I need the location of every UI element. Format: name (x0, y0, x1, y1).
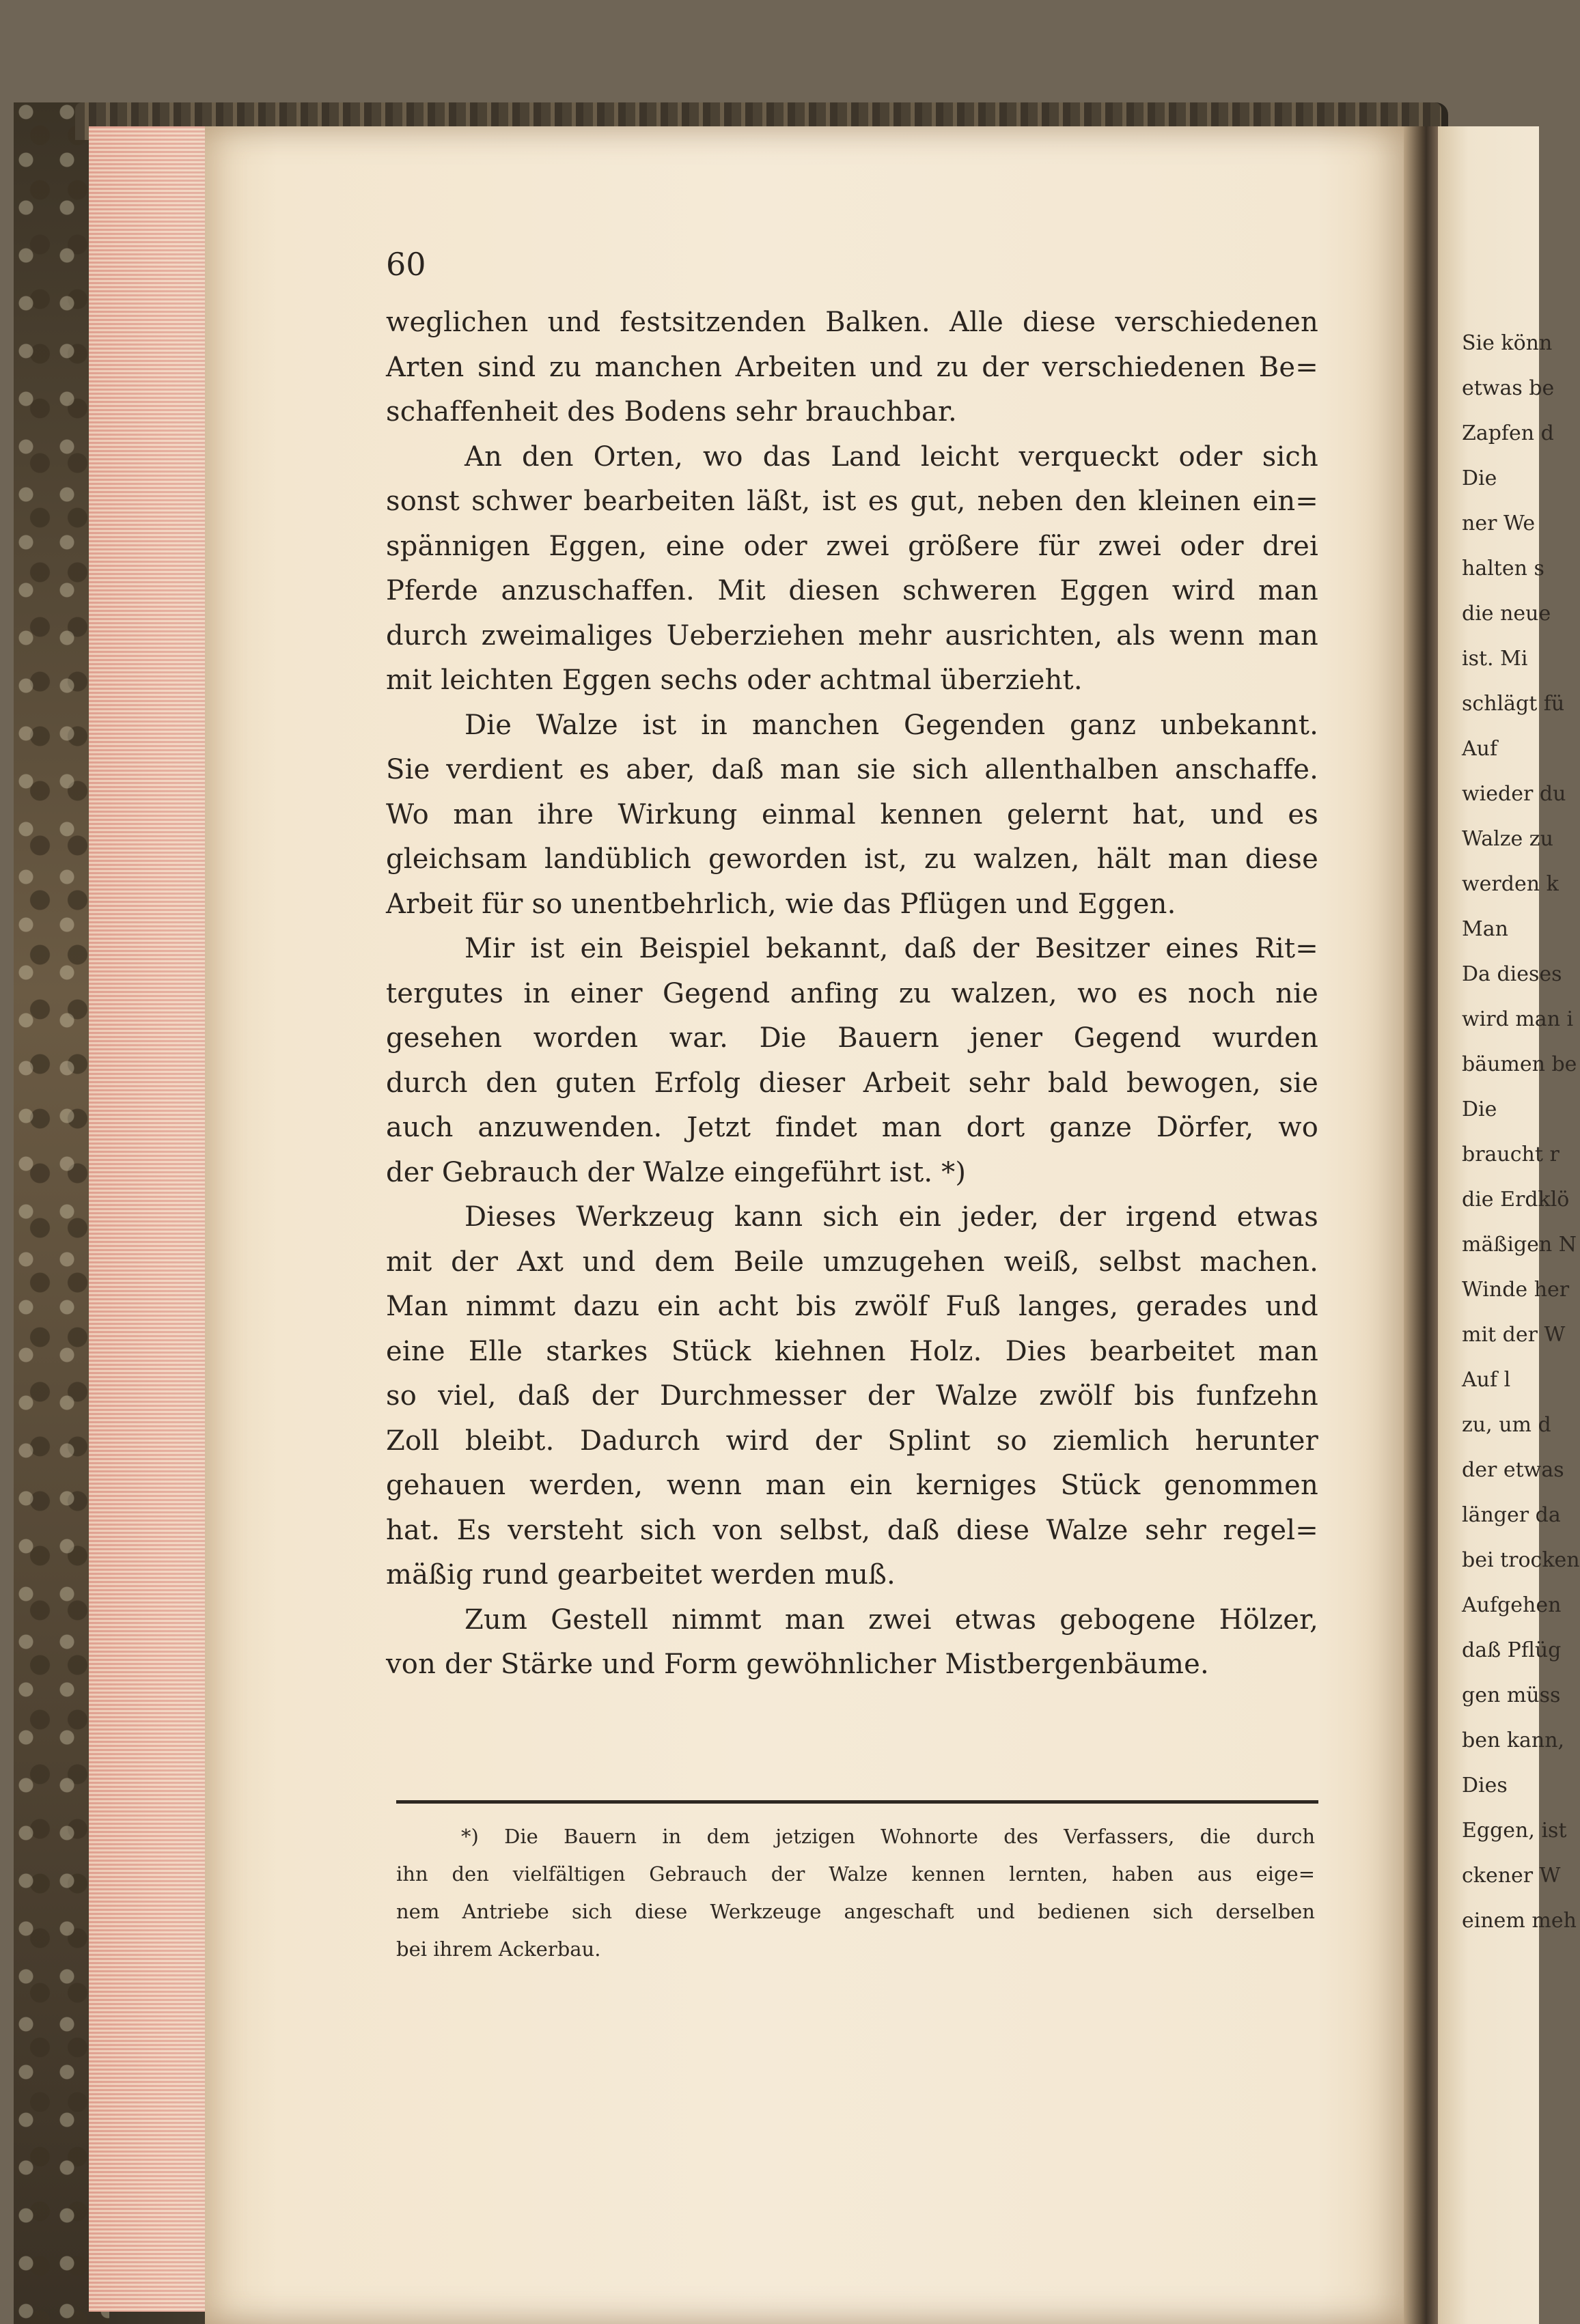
body-line: gehauen werden, wenn man ein kerniges Stück genommen (386, 1470, 1318, 1501)
body-line: Zum Gestell nimmt man zwei etwas gebogene Hölzer, (465, 1604, 1318, 1636)
facing-page-fragment: schlägt fü (1462, 692, 1565, 716)
body-line: eine Elle starkes Stück kiehnen Holz. Dies bearbeitet man (386, 1335, 1318, 1367)
facing-page-fragment: zu, um d (1462, 1413, 1551, 1437)
body-line: schaffenheit des Bodens sehr brauchbar. (386, 396, 957, 428)
facing-page-fragment: Eggen, ist (1462, 1819, 1567, 1843)
page-body-text (386, 300, 1318, 1688)
body-line: Pferde anzuschaffen. Mit diesen schweren Eggen wird man (386, 575, 1318, 606)
body-line: Zoll bleibt. Dadurch wird der Splint so ziemlich herunter (386, 1425, 1318, 1457)
facing-page-fragment: Zapfen d (1462, 421, 1554, 445)
body-line: Mir ist ein Beispiel bekannt, daß der Besitzer eines Rit= (465, 933, 1318, 964)
footnote (396, 1818, 1315, 1968)
body-line: Sie verdient es aber, daß man sie sich allenthalben anschaffe. (386, 754, 1318, 785)
facing-page-fragment: einem meh (1462, 1909, 1577, 1933)
body-line: hat. Es versteht sich von selbst, daß diese Walze sehr regel= (386, 1514, 1318, 1546)
facing-page-fragment: halten s (1462, 557, 1544, 580)
footnote-line: *) Die Bauern in dem jetzigen Wohnorte des Verfassers, die durch (461, 1825, 1315, 1848)
body-line: sonst schwer bearbeiten läßt, ist es gut, neben den kleinen ein= (386, 486, 1318, 517)
body-line: von der Stärke und Form gewöhnlicher Mistbergenbäume. (386, 1649, 1209, 1680)
body-line: Arbeit für so unentbehrlich, wie das Pflügen und Eggen. (386, 888, 1176, 920)
body-line: durch den guten Erfolg dieser Arbeit sehr bald bewogen, sie (386, 1067, 1318, 1099)
body-line: gesehen worden war. Die Bauern jener Gegend wurden (386, 1022, 1318, 1054)
page-number: 60 (386, 246, 426, 283)
body-line: durch zweimaliges Ueberziehen mehr ausrichten, als wenn man (386, 619, 1318, 652)
facing-page-fragment: wieder du (1462, 782, 1566, 806)
body-line: so viel, daß der Durchmesser der Walze zwölf bis funfzehn (386, 1380, 1318, 1412)
footnote-line: nem Antriebe sich diese Werkzeuge angeschaft und bedienen sich derselben (396, 1900, 1315, 1923)
facing-page-fragment: bäumen be (1462, 1052, 1577, 1076)
body-line: Wo man ihre Wirkung einmal kennen gelernt hat, und es (386, 798, 1318, 830)
body-line: tergutes in einer Gegend anfing zu walzen, wo es noch nie (386, 977, 1318, 1009)
facing-page-fragment: Da dieses (1462, 962, 1562, 986)
body-line: An den Orten, wo das Land leicht verqueckt oder sich (465, 440, 1318, 473)
facing-page-fragment: die Erdklö (1462, 1188, 1570, 1212)
body-line: mäßig rund gearbeitet werden muß. (386, 1559, 896, 1591)
body-line: Dieses Werkzeug kann sich ein jeder, der irgend etwas (465, 1201, 1318, 1233)
facing-page-fragment: wird man i (1462, 1007, 1574, 1031)
body-line: spännigen Eggen, eine oder zwei größere für zwei oder drei (386, 530, 1318, 562)
facing-page-fragment: ckener W (1462, 1864, 1561, 1888)
body-line: mit der Axt und dem Beile umzugehen weiß, selbst machen. (386, 1246, 1318, 1278)
facing-page-fragment: mit der W (1462, 1323, 1566, 1347)
facing-page-fragment: mäßigen N (1462, 1233, 1577, 1257)
facing-page-fragment: Walze zu (1462, 827, 1553, 851)
facing-page-fragment: Man (1462, 917, 1508, 941)
body-line: mit leichten Eggen sechs oder achtmal überzieht. (386, 664, 1083, 696)
facing-page-fragment: länger da (1462, 1503, 1561, 1527)
body-line: Man nimmt dazu ein acht bis zwölf Fuß langes, gerades und (386, 1291, 1318, 1322)
footnote-line: bei ihrem Ackerbau. (396, 1937, 601, 1961)
body-line: Die Walze ist in manchen Gegenden ganz unbekannt. (465, 709, 1318, 741)
facing-page-fragment: ner We (1462, 512, 1536, 535)
facing-page-fragment: ist. Mi (1462, 647, 1528, 671)
facing-page-fragment: der etwas (1462, 1458, 1564, 1482)
facing-page-fragment: etwas be (1462, 376, 1555, 400)
facing-page-fragment: werden k (1462, 872, 1559, 896)
footnote-line: ihn den vielfältigen Gebrauch der Walze kennen lernten, haben aus eige= (396, 1862, 1315, 1886)
facing-page-fragment: Die (1462, 1097, 1497, 1121)
body-line: Arten sind zu manchen Arbeiten und zu der verschiedenen Be= (386, 351, 1318, 383)
facing-page-fragment: Auf (1462, 737, 1498, 761)
facing-page-fragment: Dies (1462, 1774, 1508, 1797)
body-line: gleichsam landüblich geworden ist, zu walzen, hält man diese (386, 843, 1318, 875)
facing-page-fragment: ben kann, (1462, 1728, 1565, 1752)
body-line: der Gebrauch der Walze eingeführt ist. *) (386, 1156, 967, 1188)
facing-page-fragment: Sie könn (1462, 331, 1553, 355)
facing-page-fragment: daß Pflüg (1462, 1638, 1562, 1662)
facing-page-fragment: Auf l (1462, 1368, 1511, 1392)
facing-page-fragment: gen müss (1462, 1683, 1561, 1707)
facing-page-fragment: bei trocken (1462, 1548, 1580, 1572)
body-line: auch anzuwenden. Jetzt findet man dort ganze Dörfer, wo (386, 1112, 1318, 1143)
facing-page-fragment: Aufgehen (1462, 1593, 1562, 1617)
facing-page-fragment: Die (1462, 466, 1497, 490)
footnote-rule (396, 1800, 1318, 1804)
facing-page-fragment: Winde her (1462, 1278, 1570, 1302)
facing-page-fragment: braucht r (1462, 1143, 1560, 1166)
body-line: weglichen und festsitzenden Balken. Alle diese verschiedenen (386, 307, 1318, 338)
facing-page-text (1462, 321, 1580, 1944)
book-gutter (1404, 126, 1441, 2324)
facing-page-fragment: die neue (1462, 602, 1551, 626)
